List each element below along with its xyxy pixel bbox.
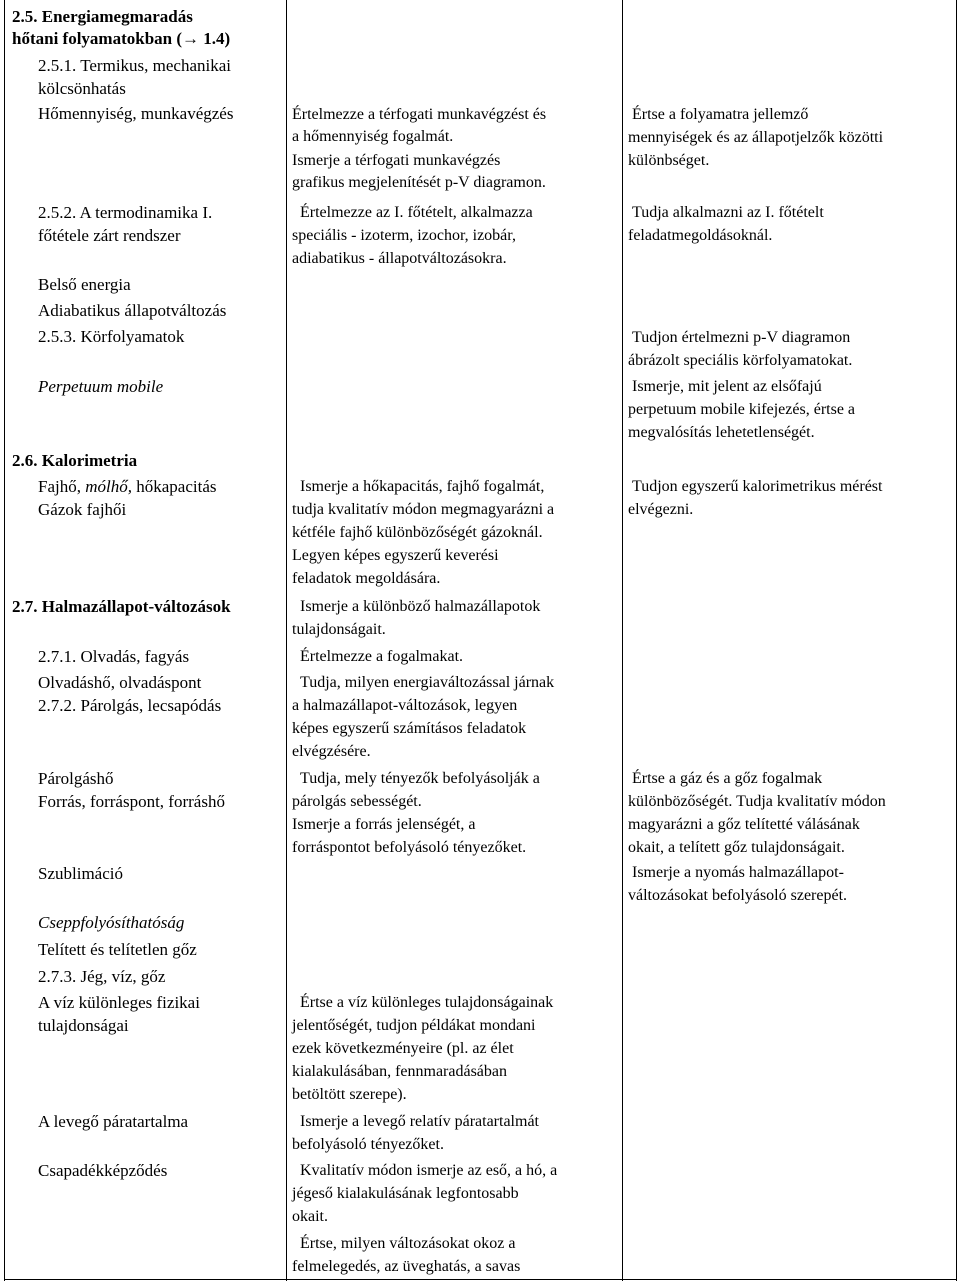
requirement-text: Értse a víz különleges tulajdonságainak [300, 994, 554, 1011]
outcome-text: különbözőségét. Tudja kvalitatív módon [628, 793, 886, 810]
outcome-text: mennyiségek és az állapotjelzők közötti [628, 129, 884, 146]
subsection-title: 2.7.2. Párolgás, lecsapódás [38, 696, 222, 715]
requirement-text: párolgás sebességét. [292, 793, 422, 810]
requirement-text: képes egyszerű számításos feladatok [292, 720, 527, 737]
requirement-text: Értelmezze a fogalmakat. [300, 648, 464, 665]
requirement-text: befolyásoló tényezőket. [292, 1136, 444, 1153]
outcome-text: Tudjon egyszerű kalorimetrikus mérést [632, 478, 883, 495]
requirement-text: okait. [292, 1208, 328, 1225]
subsection-title: kölcsönhatás [38, 79, 126, 98]
topic-part: hőkapacitás [131, 477, 217, 496]
topic-item: Adiabatikus állapotváltozás [38, 301, 227, 320]
outcome-text: okait, a telített gőz tulajdonságait. [628, 839, 845, 856]
outcome-text: Tudja alkalmazni az I. főtételt [632, 204, 824, 221]
requirement-text: Ismerje a különböző halmazállapotok [300, 598, 541, 615]
requirement-text: ezek következményeire (pl. az élet [292, 1040, 514, 1057]
topic-item: Olvadáshő, olvadáspont [38, 673, 202, 692]
table-border-bottom [4, 1279, 957, 1280]
section-heading: 2.6. Kalorimetria [12, 451, 138, 470]
outcome-text: Ismerje, mit jelent az elsőfajú [632, 378, 822, 395]
outcome-text: magyarázni a gőz telítetté válásának [628, 816, 860, 833]
requirement-text: grafikus megjelenítését p-V diagramon. [292, 174, 546, 191]
requirement-text: tulajdonságait. [292, 621, 386, 638]
requirement-text: jelentőségét, tudjon példákat mondani [292, 1017, 536, 1034]
subsection-title: főtétele zárt rendszer [38, 226, 181, 245]
topic-item: A levegő páratartalma [38, 1112, 189, 1131]
requirement-text: Tudja, mely tényezők befolyásolják a [300, 770, 540, 787]
requirement-text: Kvalitatív módon ismerje az eső, a hó, a [300, 1162, 558, 1179]
requirement-text: Ismerje a levegő relatív páratartalmát [300, 1113, 539, 1130]
subsection-title: 2.5.1. Termikus, mechanikai [38, 56, 232, 75]
topic-part: mólhő, [85, 477, 132, 496]
table-border-left [4, 0, 5, 1281]
requirement-text: Ismerje a térfogati munkavégzés [292, 152, 501, 169]
table-border-col2 [622, 0, 623, 1281]
topic-item: Csapadékképződés [38, 1161, 168, 1180]
topic-item: Belső energia [38, 275, 131, 294]
requirement-text: Értse, milyen változásokat okoz a [300, 1235, 516, 1252]
subsection-title: 2.7.3. Jég, víz, gőz [38, 967, 166, 986]
outcome-text: feladatmegoldásoknál. [628, 227, 773, 244]
requirement-text: a hőmennyiség fogalmát. [292, 128, 454, 145]
requirement-text: Tudja, milyen energiaváltozással járnak [300, 674, 555, 691]
subsection-title: 2.5.2. A termodinamika I. [38, 203, 213, 222]
requirement-text: elvégzésére. [292, 743, 371, 760]
topic-item: Forrás, forráspont, forráshő [38, 792, 225, 811]
topic-item: Párolgáshő [38, 769, 114, 788]
requirement-text: kétféle fajhő különbözőségét gázoknál. [292, 524, 543, 541]
topic-item [38, 476, 216, 499]
section-heading: 2.7. Halmazállapot-változások [12, 597, 231, 616]
subsection-title: 2.7.1. Olvadás, fagyás [38, 647, 190, 666]
section-heading: 2.5. Energiamegmaradás [12, 7, 193, 26]
outcome-text: változásokat befolyásoló szerepét. [628, 887, 848, 904]
requirement-text: felmelegedés, az üveghatás, a savas [292, 1258, 521, 1275]
requirement-text: adiabatikus - állapotváltozásokra. [292, 250, 507, 267]
table-border-col1 [286, 0, 287, 1281]
topic-item: Telített és telítetlen gőz [38, 940, 197, 959]
topic-item: Hőmennyiség, munkavégzés [38, 104, 234, 123]
section-heading: hőtani folyamatokban (→ 1.4) [12, 29, 231, 48]
topic-item: tulajdonságai [38, 1016, 129, 1035]
requirement-text: a halmazállapot-változások, legyen [292, 697, 518, 714]
outcome-text: Tudjon értelmezni p-V diagramon [632, 329, 851, 346]
requirement-text: Ismerje a hőkapacitás, fajhő fogalmát, [300, 478, 545, 495]
outcome-text: ábrázolt speciális körfolyamatokat. [628, 352, 853, 369]
topic-part: Fajhő, [38, 477, 86, 496]
outcome-text: megvalósítás lehetetlenségét. [628, 424, 815, 441]
outcome-text: Értse a folyamatra jellemző [632, 106, 809, 123]
requirement-text: kialakulásában, fennmaradásában [292, 1063, 508, 1080]
table-border-right [956, 0, 957, 1281]
requirement-text: feladatok megoldására. [292, 570, 441, 587]
requirement-text: Értelmezze a térfogati munkavégzést és [292, 106, 547, 123]
requirement-text: Ismerje a forrás jelenségét, a [292, 816, 476, 833]
topic-item: Gázok fajhői [38, 500, 127, 519]
requirement-text: tudja kvalitatív módon megmagyarázni a [292, 501, 555, 518]
outcome-text: elvégezni. [628, 501, 694, 518]
outcome-text: Ismerje a nyomás halmazállapot- [632, 864, 844, 881]
topic-item: Perpetuum mobile [38, 377, 164, 396]
outcome-text: perpetuum mobile kifejezés, értse a [628, 401, 856, 418]
requirement-text: betöltött szerepe). [292, 1086, 407, 1103]
topic-item: Szublimáció [38, 864, 123, 883]
outcome-text: különbséget. [628, 152, 710, 169]
requirement-text: Legyen képes egyszerű keverési [292, 547, 499, 564]
requirement-text: speciális - izoterm, izochor, izobár, [292, 227, 516, 244]
subsection-title: 2.5.3. Körfolyamatok [38, 327, 185, 346]
requirement-text: forráspontot befolyásoló tényezőket. [292, 839, 527, 856]
topic-item: A víz különleges fizikai [38, 993, 200, 1012]
topic-item: Cseppfolyósíthatóság [38, 913, 185, 932]
outcome-text: Értse a gáz és a gőz fogalmak [632, 770, 823, 787]
requirement-text: jégeső kialakulásának legfontosabb [292, 1185, 519, 1202]
requirement-text: Értelmezze az I. főtételt, alkalmazza [300, 204, 533, 221]
